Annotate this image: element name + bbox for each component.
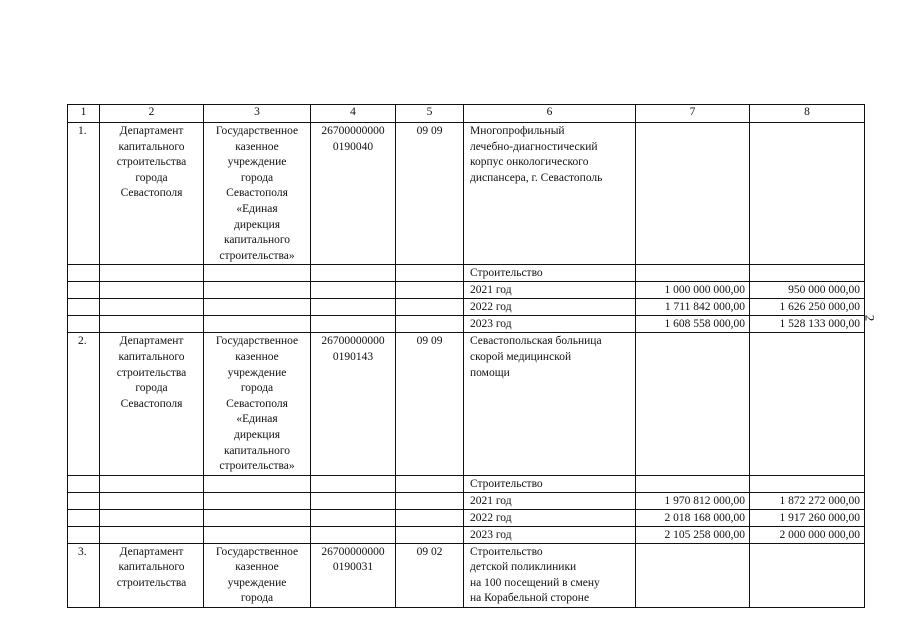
amount-col7-cell-text: 2 105 258 000,00 xyxy=(664,528,745,541)
header-cell: 3 xyxy=(204,105,311,123)
section-cell-text: 09 09 xyxy=(416,125,443,137)
object-cell xyxy=(464,333,636,475)
year-cell-text: 2022 год xyxy=(470,301,512,314)
year-cell xyxy=(464,526,636,543)
empty-cell xyxy=(750,475,865,492)
section-cell-text: 09 02 xyxy=(416,545,443,558)
code-cell xyxy=(311,543,396,607)
empty-cell xyxy=(396,282,464,299)
empty-cell xyxy=(68,282,100,299)
object-cell xyxy=(464,123,636,265)
empty-cell xyxy=(204,265,311,282)
header-cell: 7 xyxy=(636,105,750,123)
budget-table xyxy=(67,104,865,608)
empty-cell xyxy=(204,282,311,299)
section-cell xyxy=(396,123,464,265)
row-number xyxy=(68,123,100,265)
header-cell: 8 xyxy=(750,105,865,123)
year-cell-text: 2021 год xyxy=(470,284,512,297)
department-cell xyxy=(100,123,204,265)
object-cell-text: Севастопольская больница скорой медицинской помощи xyxy=(470,335,602,379)
year-cell xyxy=(464,282,636,299)
empty-cell xyxy=(311,526,396,543)
code-cell-text: 26700000000 0190040 xyxy=(321,125,385,153)
institution-cell xyxy=(204,333,311,475)
department-cell-text: Департамент капитального строительства xyxy=(116,545,187,589)
empty-cell xyxy=(750,333,865,475)
amount-col8-cell-text: 1 872 272 000,00 xyxy=(779,494,860,507)
year-cell xyxy=(464,492,636,509)
year-cell-text: 2021 год xyxy=(470,494,512,507)
empty-cell xyxy=(396,526,464,543)
year-row xyxy=(68,509,865,526)
empty-cell xyxy=(311,492,396,509)
header-cell: 5 xyxy=(396,105,464,123)
stage-row xyxy=(68,265,865,282)
empty-cell xyxy=(396,509,464,526)
empty-cell xyxy=(100,282,204,299)
object-cell xyxy=(464,543,636,607)
stage-row xyxy=(68,475,865,492)
amount-col7-cell-text: 1 970 812 000,00 xyxy=(664,494,745,507)
year-cell xyxy=(464,509,636,526)
header-cell: 4 xyxy=(311,105,396,123)
row-number-text: 2. xyxy=(78,335,87,348)
department-cell xyxy=(100,543,204,607)
empty-cell xyxy=(68,299,100,316)
year-row xyxy=(68,316,865,333)
institution-cell xyxy=(204,543,311,607)
department-cell-text: Департамент капитального строительства города Севастополя xyxy=(116,335,187,410)
amount-col8-cell-text: 1 917 260 000,00 xyxy=(779,511,860,524)
amount-col7-cell xyxy=(636,316,750,333)
year-cell xyxy=(464,316,636,333)
stage-cell-text: Строительство xyxy=(470,267,543,280)
year-row xyxy=(68,282,865,299)
empty-cell xyxy=(68,475,100,492)
year-cell-text: 2022 год xyxy=(470,511,512,524)
empty-cell xyxy=(311,265,396,282)
empty-cell xyxy=(396,316,464,333)
object-cell-text: Строительство детской поликлиники на 100 посещений в смену на Корабельной стороне xyxy=(470,545,600,605)
empty-cell xyxy=(204,509,311,526)
amount-col8-cell-text: 950 000 000,00 xyxy=(788,284,860,297)
amount-col7-cell xyxy=(636,299,750,316)
year-cell-text: 2023 год xyxy=(470,528,512,541)
object-row xyxy=(68,333,865,475)
year-row xyxy=(68,299,865,316)
empty-cell xyxy=(311,475,396,492)
section-cell xyxy=(396,333,464,475)
section-cell xyxy=(396,543,464,607)
row-number xyxy=(68,333,100,475)
amount-col7-cell xyxy=(636,282,750,299)
empty-cell xyxy=(204,299,311,316)
empty-cell xyxy=(311,299,396,316)
empty-cell xyxy=(68,526,100,543)
empty-cell xyxy=(311,509,396,526)
empty-cell xyxy=(100,526,204,543)
empty-cell xyxy=(396,265,464,282)
header-cell: 2 xyxy=(100,105,204,123)
amount-col8-cell xyxy=(750,316,865,333)
empty-cell xyxy=(100,265,204,282)
amount-col8-cell xyxy=(750,282,865,299)
empty-cell xyxy=(396,492,464,509)
year-cell xyxy=(464,299,636,316)
empty-cell xyxy=(100,509,204,526)
amount-col7-cell-text: 1 608 558 000,00 xyxy=(664,318,745,331)
row-number xyxy=(68,543,100,607)
institution-cell xyxy=(204,123,311,265)
empty-cell xyxy=(636,333,750,475)
empty-cell xyxy=(204,526,311,543)
header-cell: 6 xyxy=(464,105,636,123)
amount-col7-cell xyxy=(636,509,750,526)
amount-col7-cell-text: 1 711 842 000,00 xyxy=(664,301,745,314)
amount-col8-cell xyxy=(750,299,865,316)
empty-cell xyxy=(68,509,100,526)
empty-cell xyxy=(636,123,750,265)
object-row xyxy=(68,123,865,265)
empty-cell xyxy=(396,475,464,492)
stage-cell xyxy=(464,475,636,492)
object-row xyxy=(68,543,865,607)
amount-col7-cell xyxy=(636,526,750,543)
empty-cell xyxy=(636,265,750,282)
empty-cell xyxy=(204,475,311,492)
empty-cell xyxy=(750,543,865,607)
amount-col8-cell-text: 1 528 133 000,00 xyxy=(779,318,860,331)
amount-col8-cell-text: 1 626 250 000,00 xyxy=(779,301,860,314)
amount-col7-cell-text: 1 000 000 000,00 xyxy=(664,284,745,297)
empty-cell xyxy=(311,282,396,299)
empty-cell xyxy=(750,265,865,282)
empty-cell xyxy=(204,492,311,509)
year-row xyxy=(68,492,865,509)
empty-cell xyxy=(396,299,464,316)
institution-cell-text: Государственное казенное учреждение города Севастополя «Единая дирекция капитального строительства» xyxy=(215,125,299,262)
row-number-text: 3. xyxy=(78,545,87,558)
department-cell-text: Департамент капитального строительства города Севастополя xyxy=(116,125,187,200)
amount-col7-cell-text: 2 018 168 000,00 xyxy=(664,511,745,524)
department-cell xyxy=(100,333,204,475)
year-cell-text: 2023 год xyxy=(470,318,512,331)
code-cell xyxy=(311,333,396,475)
amount-col8-cell xyxy=(750,492,865,509)
code-cell-text: 26700000000 0190031 xyxy=(321,545,385,574)
amount-col8-cell xyxy=(750,526,865,543)
empty-cell xyxy=(636,543,750,607)
empty-cell xyxy=(636,475,750,492)
code-cell xyxy=(311,123,396,265)
empty-cell xyxy=(100,299,204,316)
page-number: 2 xyxy=(862,314,878,322)
stage-cell-text: Строительство xyxy=(470,477,543,490)
empty-cell xyxy=(204,316,311,333)
code-cell-text: 26700000000 0190143 xyxy=(321,335,385,363)
header-row xyxy=(68,105,865,123)
empty-cell xyxy=(68,316,100,333)
year-row xyxy=(68,526,865,543)
institution-cell-text: Государственное казенное учреждение города Севастополя «Единая дирекция капитального строительства» xyxy=(215,335,299,473)
header-cell: 1 xyxy=(68,105,100,123)
institution-cell-text: Государственное казенное учреждение города xyxy=(215,545,299,605)
amount-col8-cell-text: 2 000 000 000,00 xyxy=(779,528,860,541)
empty-cell xyxy=(100,316,204,333)
empty-cell xyxy=(100,492,204,509)
row-number-text: 1. xyxy=(78,125,87,137)
empty-cell xyxy=(68,492,100,509)
amount-col8-cell xyxy=(750,509,865,526)
object-cell-text: Многопрофильный лечебно-диагностический корпус онкологического диспансера, г. Севастополь xyxy=(470,125,603,184)
stage-cell xyxy=(464,265,636,282)
section-cell-text: 09 09 xyxy=(416,335,443,348)
empty-cell xyxy=(100,475,204,492)
amount-col7-cell xyxy=(636,492,750,509)
empty-cell xyxy=(68,265,100,282)
empty-cell xyxy=(311,316,396,333)
empty-cell xyxy=(750,123,865,265)
